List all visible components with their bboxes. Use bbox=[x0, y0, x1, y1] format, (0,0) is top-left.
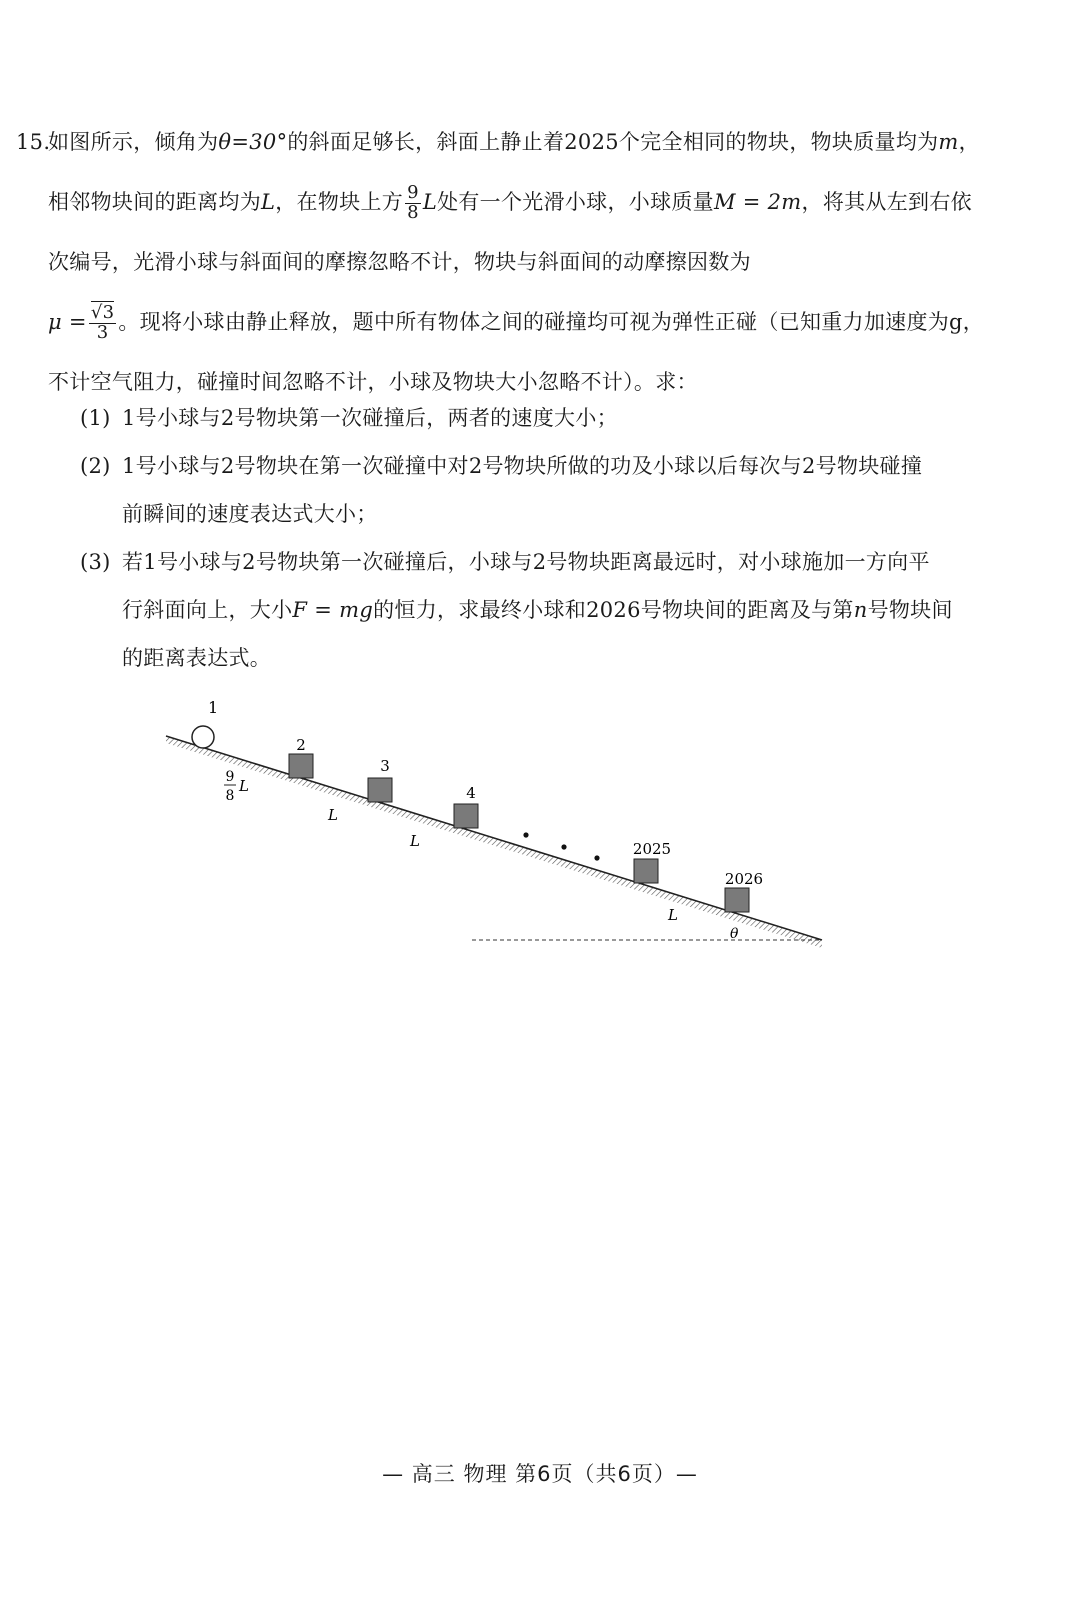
text: 。现将小球由静止释放，题中所有物体之间的碰撞均可视为弹性正碰（已知重力加速度为g，不计空气阻力，碰撞时间忽略不计，小球及物块大小忽略不计）。求： bbox=[48, 310, 985, 394]
length-L: L bbox=[239, 777, 249, 795]
question-text: 1号小球与2号物块在第一次碰撞中对2号物块所做的功及小球以后每次与2号物块碰撞 bbox=[122, 454, 923, 478]
sqrt-three: √3 bbox=[90, 302, 115, 324]
question-text: 1号小球与2号物块第一次碰撞后，两者的速度大小； bbox=[122, 406, 618, 430]
block bbox=[634, 859, 658, 883]
frac-denominator: 3 bbox=[96, 322, 109, 343]
ball bbox=[192, 726, 214, 748]
incline-figure bbox=[160, 690, 840, 964]
frac-denominator: 8 bbox=[407, 202, 419, 223]
question-index: (2) bbox=[80, 454, 111, 478]
text: ，相邻物块间的距离均为 bbox=[48, 130, 980, 214]
ellipsis-dot bbox=[523, 832, 528, 837]
ellipsis-dot bbox=[561, 844, 566, 849]
page-footer: — 高三 物理 第6页（共6页）— bbox=[382, 1462, 698, 1486]
problem-statement bbox=[16, 112, 988, 412]
question-text-cont bbox=[80, 586, 985, 634]
length-symbol: L bbox=[261, 190, 276, 214]
block-4 bbox=[454, 784, 478, 828]
block-label: 2025 bbox=[632, 840, 672, 858]
block bbox=[454, 804, 478, 828]
block-label: 2026 bbox=[724, 870, 764, 888]
text: 处有一个光滑小球，小球质量 bbox=[437, 190, 714, 214]
incline-diagram bbox=[160, 690, 840, 960]
mass-symbol: m bbox=[938, 130, 959, 154]
text: 的恒力，求最终小球和2026号物块间的距离及与第 bbox=[373, 598, 854, 622]
block bbox=[368, 778, 392, 802]
text: 号物块间 bbox=[867, 598, 953, 622]
question-text-cont: 的距离表达式。 bbox=[122, 646, 272, 670]
fraction-mu bbox=[89, 304, 117, 343]
text: ，在物块上方 bbox=[275, 190, 404, 214]
question-text: 若1号小球与2号物块第一次碰撞后，小球与2号物块距离最远时，对小球施加一方向平 bbox=[122, 550, 930, 574]
block bbox=[725, 888, 749, 912]
nine-eighths-L-label bbox=[224, 769, 249, 804]
fraction-nine-eighths bbox=[405, 184, 421, 223]
question-2 bbox=[80, 442, 985, 538]
ellipsis-dot bbox=[594, 855, 599, 860]
question-text-cont: 前瞬间的速度表达式大小； bbox=[122, 502, 378, 526]
incline-line bbox=[166, 736, 822, 940]
question-1 bbox=[80, 394, 985, 442]
block-2026 bbox=[725, 870, 763, 912]
question-index: (3) bbox=[80, 550, 111, 574]
text: 的斜面足够长，斜面上静止着2025个完全相同的物块，物块质量均为 bbox=[287, 130, 939, 154]
block-label: 4 bbox=[466, 784, 476, 802]
question-3 bbox=[80, 538, 985, 682]
spacing-label: L bbox=[328, 806, 338, 824]
question-index: (1) bbox=[80, 406, 111, 430]
block-2025 bbox=[633, 840, 671, 883]
frac-numerator: 9 bbox=[407, 182, 419, 204]
angle-label: θ bbox=[730, 926, 739, 942]
text: ，将其从左到右依次编号，光滑小球与斜面间的摩擦忽略不计，物块与斜面间的动摩擦因数为 bbox=[48, 190, 972, 274]
ball-label: 1 bbox=[208, 698, 219, 717]
frac-denominator: 8 bbox=[225, 788, 235, 804]
block-2 bbox=[289, 736, 313, 778]
text: 行斜面向上，大小 bbox=[122, 598, 293, 622]
mu-symbol: μ = bbox=[48, 310, 87, 334]
problem-paragraph bbox=[16, 112, 988, 412]
spacing-label: L bbox=[668, 906, 678, 924]
angle-value: θ=30° bbox=[218, 130, 288, 154]
block-label: 3 bbox=[380, 757, 390, 775]
length-symbol: L bbox=[422, 190, 438, 214]
incline-surface bbox=[166, 736, 822, 948]
spacing-label: L bbox=[410, 832, 420, 850]
block-label: 2 bbox=[296, 736, 306, 754]
problem-number: 15. bbox=[16, 130, 51, 154]
n-symbol: n bbox=[853, 598, 868, 622]
block-3 bbox=[368, 757, 392, 802]
block bbox=[289, 754, 313, 778]
frac-numerator: 9 bbox=[225, 769, 235, 785]
force-eq: F = mg bbox=[292, 598, 374, 622]
text: 如图所示，倾角为 bbox=[48, 130, 219, 154]
ball-mass: M = 2m bbox=[713, 190, 802, 214]
